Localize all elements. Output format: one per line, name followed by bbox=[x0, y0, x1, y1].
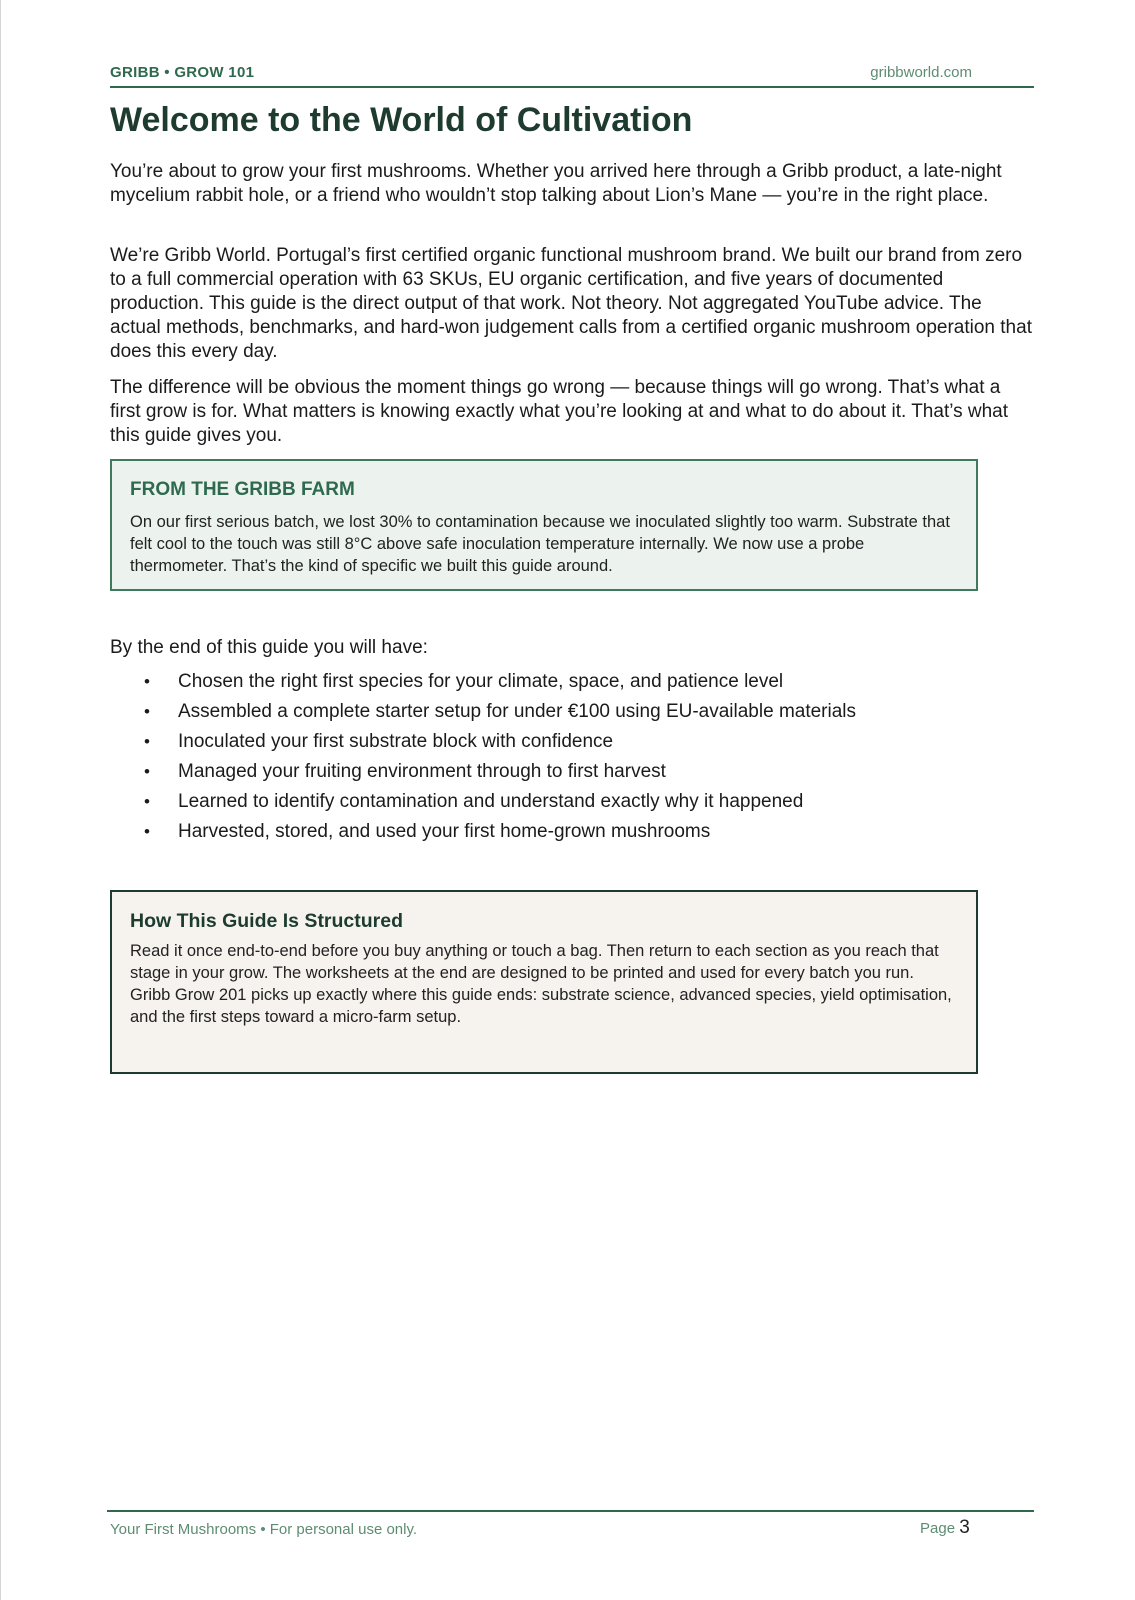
list-item bbox=[110, 700, 1010, 730]
header-brand: GRIBB • GROW 101 bbox=[110, 64, 255, 81]
running-header bbox=[110, 64, 1034, 88]
list-item bbox=[110, 730, 1010, 760]
list-item-text: Inoculated your first substrate block with confidence bbox=[178, 731, 614, 752]
list-item bbox=[110, 670, 1010, 700]
header-website: gribbworld.com bbox=[870, 64, 972, 81]
page-number: 3 bbox=[959, 1517, 970, 1538]
page-title: Welcome to the World of Cultivation bbox=[110, 101, 693, 139]
bullet-icon: • bbox=[144, 792, 150, 811]
footer-note: Your First Mushrooms • For personal use only. bbox=[110, 1521, 418, 1538]
bullet-icon: • bbox=[144, 762, 150, 781]
page-label: Page bbox=[920, 1520, 956, 1537]
bullet-icon: • bbox=[144, 702, 150, 721]
list-item-text: Chosen the right first species for your climate, space, and patience level bbox=[178, 671, 784, 692]
list-item bbox=[110, 760, 1010, 790]
list-item bbox=[110, 790, 1010, 820]
farm-callout-box bbox=[110, 459, 978, 591]
intro-paragraph-1: You’re about to grow your first mushrooms. Whether you arrived here through a Gribb product, a late-night mycelium rabbit hole, or a friend who wouldn’t stop talking about Lion’s Mane — you’re in the right place. bbox=[110, 161, 1002, 206]
guide-structure-title: How This Guide Is Structured bbox=[130, 910, 404, 932]
farm-callout-title: FROM THE GRIBB FARM bbox=[130, 479, 355, 500]
list-item-text: Assembled a complete starter setup for under €100 using EU-available materials bbox=[178, 701, 857, 722]
footer-divider bbox=[107, 1510, 1034, 1512]
guide-structure-box bbox=[110, 890, 978, 1074]
goals-list bbox=[110, 670, 1010, 850]
bullet-icon: • bbox=[144, 732, 150, 751]
list-item bbox=[110, 820, 1010, 850]
bullet-icon: • bbox=[144, 672, 150, 691]
page-indicator bbox=[920, 1517, 970, 1539]
farm-callout-text: On our first serious batch, we lost 30% to contamination because we inoculated slightly too warm. Substrate that felt cool to the touch was still 8°C above safe inoculation temperature internally. We now use a probe thermometer. That’s the kind of specific we built this guide around. bbox=[130, 513, 950, 575]
intro-paragraph-2: We’re Gribb World. Portugal’s first certified organic functional mushroom brand. We built our brand from zero to a full commercial operation with 63 SKUs, EU organic certification, and five years of documented production. This guide is the direct output of that work. Not theory. Not aggregated YouTube advice. The actual methods, benchmarks, and hard-won judgement calls from a certified organic mushroom operation that does this every day. bbox=[110, 245, 1032, 362]
guide-structure-paragraph-2: Gribb Grow 201 picks up exactly where this guide ends: substrate science, advanced species, yield optimisation, and the first steps toward a micro-farm setup. bbox=[130, 986, 952, 1026]
page-edge bbox=[0, 0, 1, 1600]
intro-paragraph-3: The difference will be obvious the moment things go wrong — because things will go wrong. That’s what a first grow is for. What matters is knowing exactly what you’re looking at and what to do about it. That’s what this guide gives you. bbox=[110, 377, 1009, 446]
bullet-icon: • bbox=[144, 822, 150, 841]
list-item-text: Learned to identify contamination and understand exactly why it happened bbox=[178, 791, 804, 812]
goals-intro: By the end of this guide you will have: bbox=[110, 637, 428, 658]
list-item-text: Managed your fruiting environment through to first harvest bbox=[178, 761, 666, 782]
guide-structure-paragraph-1: Read it once end-to-end before you buy anything or touch a bag. Then return to each section as you reach that stage in your grow. The worksheets at the end are designed to be printed and used for every batch you run. bbox=[130, 942, 939, 982]
list-item-text: Harvested, stored, and used your first home-grown mushrooms bbox=[178, 821, 711, 842]
